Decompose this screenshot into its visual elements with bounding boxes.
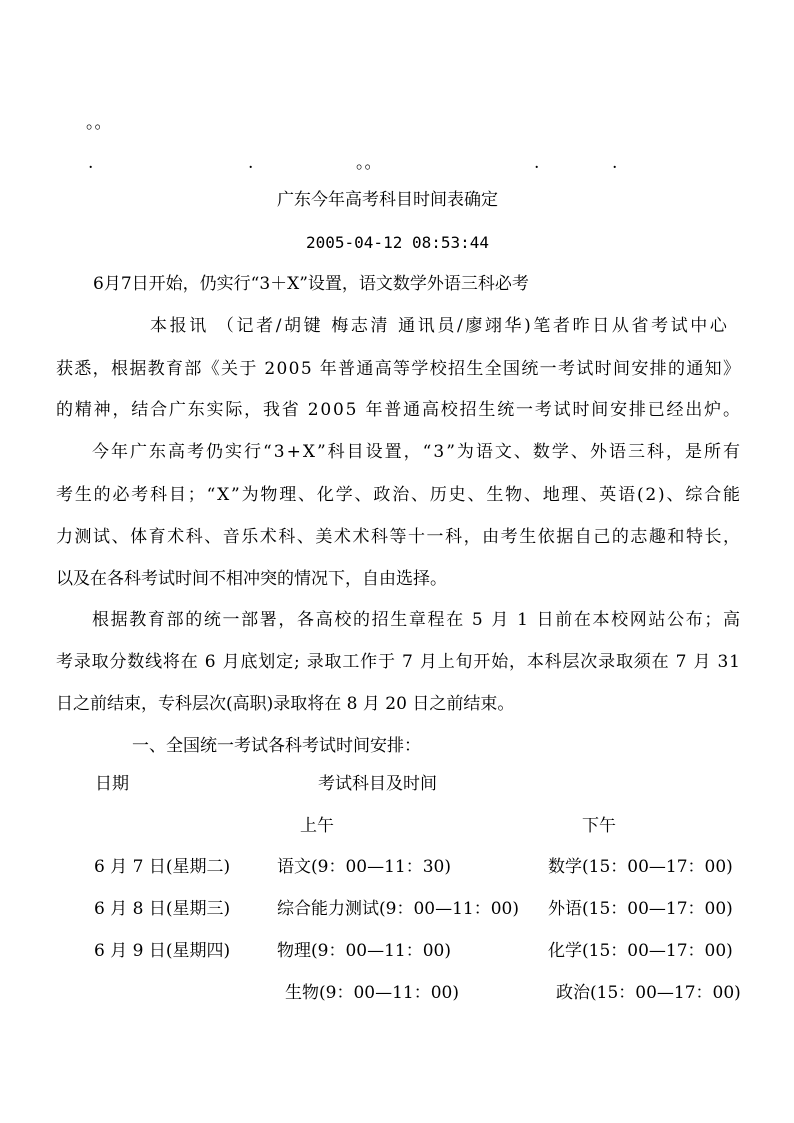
schedule-row-am: 综合能力测试(9：00—11：00) [277, 899, 519, 919]
paragraph-line: 日之前结束，专科层次(高职)录取将在 8 月 20 日之前结束。 [56, 694, 515, 714]
schedule-col-am: 上午 [300, 816, 334, 836]
section-heading: 一、全国统一考试各科考试时间安排： [132, 736, 421, 756]
schedule-col-date: 日期 [95, 774, 129, 794]
paragraph-line: 力测试、体育术科、音乐术科、美术术科等十一科，由考生依据自己的志趣和特长， [56, 527, 742, 547]
paragraph-line: 的精神，结合广东实际，我省 2005 年普通高校招生统一考试时间安排已经出炉。 [56, 400, 742, 420]
paragraph-line: 以及在各科考试时间不相冲突的情况下，自由选择。 [56, 569, 447, 589]
paragraph-line: 根据教育部的统一部署，各高校的招生章程在 5 月 1 日前在本校网站公布；高 [92, 610, 742, 630]
header-mark: 。。 [356, 153, 382, 173]
schedule-row-am: 语文(9：00—11：30) [277, 857, 451, 877]
schedule-row-pm: 化学(15：00—17：00) [548, 941, 733, 961]
header-mark: . [612, 153, 618, 173]
article-subtitle: 6月7日开始，仍实行“3＋X”设置，语文数学外语三科必考 [93, 274, 529, 294]
paragraph-line: 考生的必考科目；“X”为物理、化学、政治、历史、生物、地理、英语(2)、综合能 [56, 485, 742, 505]
schedule-col-pm: 下午 [582, 816, 616, 836]
paragraph-line: 本报讯 （记者/胡键 梅志清 通讯员/廖翊华)笔者昨日从省考试中心 [150, 316, 730, 336]
header-mark: . [248, 153, 254, 173]
schedule-row-date: 6 月 7 日(星期二) [94, 857, 231, 877]
header-mark: 。。 [86, 113, 112, 133]
schedule-row-pm: 政治(15：00—17：00) [556, 983, 741, 1003]
schedule-row-am: 生物(9：00—11：00) [285, 983, 459, 1003]
schedule-row-date: 6 月 8 日(星期三) [94, 899, 231, 919]
paragraph-line: 今年广东高考仍实行“3+X”科目设置，“3”为语文、数学、外语三科，是所有 [92, 442, 742, 462]
schedule-row-date: 6 月 9 日(星期四) [94, 941, 231, 961]
header-mark: . [88, 153, 94, 173]
schedule-row-pm: 数学(15：00—17：00) [548, 857, 733, 877]
schedule-row-pm: 外语(15：00—17：00) [548, 899, 733, 919]
paragraph-line: 考录取分数线将在 6 月底划定; 录取工作于 7 月上旬开始，本科层次录取须在 7 月 31 [56, 652, 741, 672]
schedule-col-subjects: 考试科目及时间 [318, 774, 437, 794]
article-datetime: 2005-04-12 08:53:44 [306, 233, 490, 252]
schedule-row-am: 物理(9：00—11：00) [277, 941, 451, 961]
header-mark: . [534, 153, 540, 173]
article-title: 广东今年高考科目时间表确定 [277, 190, 498, 210]
paragraph-line: 获悉，根据教育部《关于 2005 年普通高等学校招生全国统一考试时间安排的通知》 [56, 359, 742, 379]
